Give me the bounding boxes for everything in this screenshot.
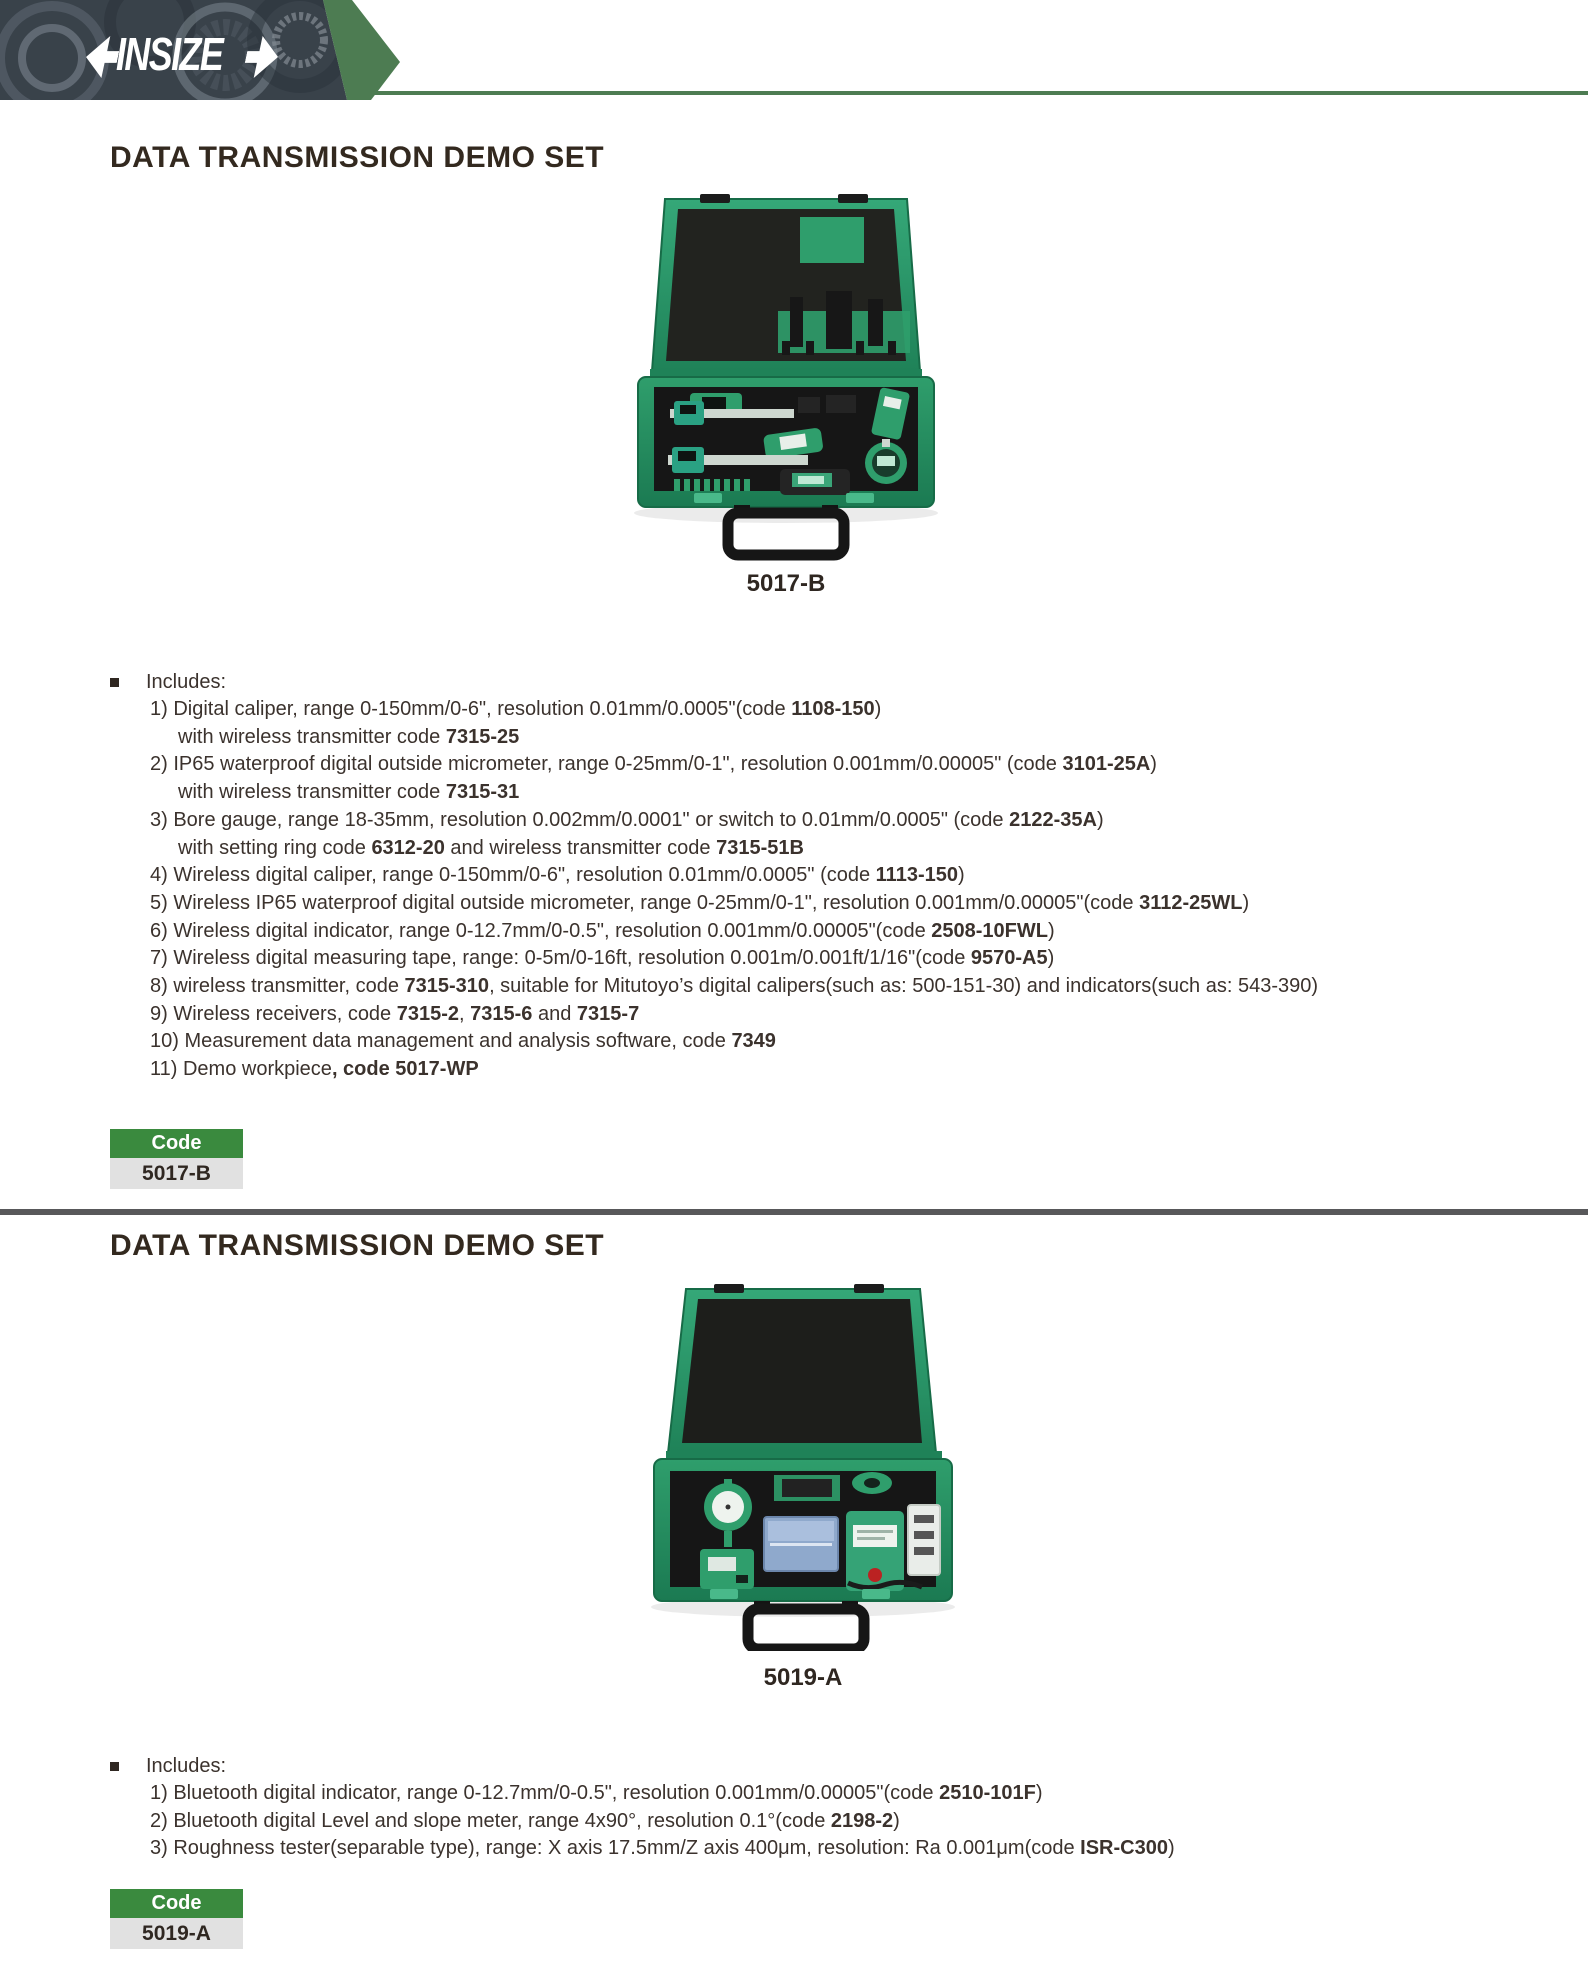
page-header bbox=[0, 0, 1588, 100]
includes-item: 6) Wireless digital indicator, range 0-12.7mm/0-0.5", resolution 0.001mm/0.00005"(code 2508-10FWL) bbox=[150, 919, 1055, 942]
section-title-1: DATA TRANSMISSION DEMO SET bbox=[110, 141, 605, 174]
includes-item: 7) Wireless digital measuring tape, range: 0-5m/0-16ft, resolution 0.001m/0.001ft/1/16"(code 9570-A5) bbox=[150, 947, 1055, 970]
section-title-2: DATA TRANSMISSION DEMO SET bbox=[110, 1229, 605, 1262]
includes-item: 3) Roughness tester(separable type), range: X axis 17.5mm/Z axis 400μm, resolution: Ra 0.001μm(code ISR-C300) bbox=[150, 1837, 1175, 1860]
code-table-header: Code bbox=[110, 1889, 243, 1918]
product-caption-5019a: 5019-A bbox=[763, 1664, 843, 1691]
code-table-header: Code bbox=[110, 1129, 243, 1158]
logo-right-arrow-icon bbox=[242, 36, 283, 78]
includes-item: with wireless transmitter code 7315-25 bbox=[178, 725, 520, 748]
includes-item: 2) IP65 waterproof digital outside micrometer, range 0-25mm/0-1", resolution 0.001mm/0.00005" (code 3101-25A) bbox=[150, 753, 1157, 776]
includes-header bbox=[110, 668, 1318, 696]
includes-item: with wireless transmitter code 7315-31 bbox=[178, 781, 520, 804]
includes-block-2 bbox=[110, 1752, 1175, 1863]
includes-label: Includes: bbox=[146, 671, 227, 693]
includes-list-2 bbox=[150, 1780, 1175, 1863]
includes-item: 3) Bore gauge, range 18-35mm, resolution 0.002mm/0.0001" or switch to 0.01mm/0.0005" (code 2122-35A) bbox=[150, 808, 1104, 831]
includes-item: 10) Measurement data management and analysis software, code 7349 bbox=[150, 1030, 776, 1053]
code-table-value: 5017-B bbox=[110, 1158, 243, 1189]
includes-header bbox=[110, 1752, 1175, 1780]
header-green-rule bbox=[362, 91, 1588, 95]
code-table-1 bbox=[110, 1129, 243, 1189]
code-table-value: 5019-A bbox=[110, 1918, 243, 1949]
includes-item: 1) Bluetooth digital indicator, range 0-12.7mm/0-0.5", resolution 0.001mm/0.00005"(code 2510-101F) bbox=[150, 1782, 1043, 1804]
product-figure-5019a bbox=[648, 1283, 958, 1692]
includes-list-1 bbox=[150, 696, 1318, 1084]
square-bullet-icon bbox=[110, 678, 119, 687]
includes-item: 5) Wireless IP65 waterproof digital outside micrometer, range 0-25mm/0-1", resolution 0.001mm/0.00005"(code 3112-25WL) bbox=[150, 891, 1250, 914]
insize-logo bbox=[86, 28, 286, 81]
includes-item: 11) Demo workpiece, code 5017-WP bbox=[150, 1058, 479, 1081]
includes-item: 9) Wireless receivers, code 7315-2, 7315-6 and 7315-7 bbox=[150, 1002, 640, 1025]
product-photo-5019a bbox=[648, 1283, 958, 1651]
includes-item: with setting ring code 6312-20 and wireless transmitter code 7315-51B bbox=[178, 836, 804, 859]
logo-text: INSIZE bbox=[116, 28, 223, 80]
includes-item: 4) Wireless digital caliper, range 0-150mm/0-6", resolution 0.01mm/0.0005" (code 1113-150) bbox=[150, 864, 965, 887]
square-bullet-icon bbox=[110, 1762, 119, 1771]
includes-item: 1) Digital caliper, range 0-150mm/0-6", resolution 0.01mm/0.0005"(code 1108-150) bbox=[150, 698, 882, 720]
section-divider bbox=[0, 1209, 1588, 1215]
product-caption-5017b: 5017-B bbox=[746, 570, 826, 597]
includes-block-1 bbox=[110, 668, 1318, 1084]
includes-label: Includes: bbox=[146, 1755, 227, 1777]
product-figure-5017b bbox=[630, 193, 942, 598]
code-table-2 bbox=[110, 1889, 243, 1949]
product-photo-5017b bbox=[630, 193, 942, 561]
includes-item: 2) Bluetooth digital Level and slope meter, range 4x90°, resolution 0.1°(code 2198-2) bbox=[150, 1809, 900, 1832]
includes-item: 8) wireless transmitter, code 7315-310, suitable for Mitutoyo’s digital calipers(such as: 500-151-30) and indicators(such as: 543-390) bbox=[150, 975, 1319, 998]
